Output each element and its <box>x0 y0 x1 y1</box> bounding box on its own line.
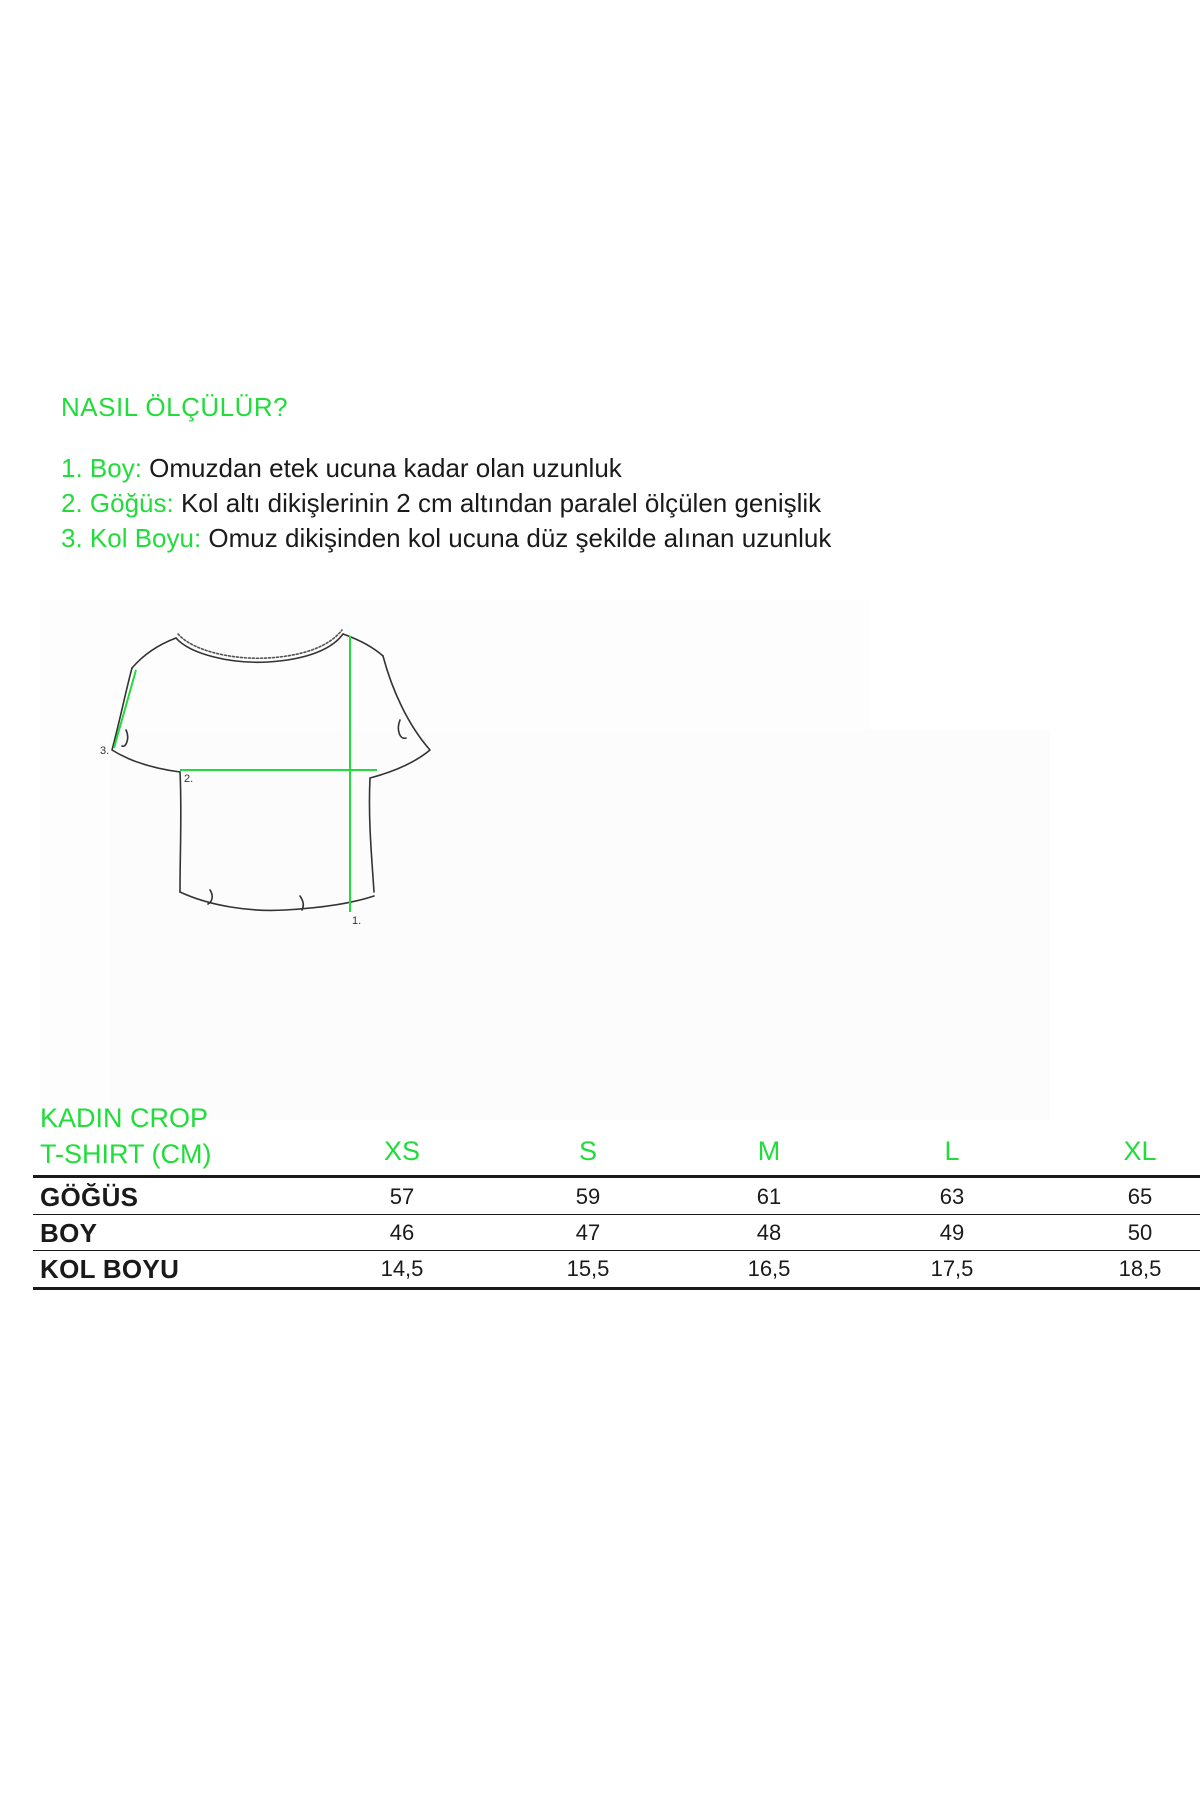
marker-chest: 2. <box>184 773 194 785</box>
step-label: 1. Boy: <box>61 453 142 483</box>
table-cell: 59 <box>575 1184 601 1209</box>
row-label-gogus: GÖĞÜS <box>40 1182 139 1212</box>
table-cell: 49 <box>939 1220 965 1245</box>
table-title-line: KADIN CROP <box>40 1103 209 1133</box>
table-cell: 14,5 <box>380 1256 424 1281</box>
table-cell: 47 <box>575 1220 601 1245</box>
size-header-l: L <box>944 1136 960 1166</box>
table-cell: 48 <box>756 1220 782 1245</box>
row-label-boy: BOY <box>40 1218 98 1248</box>
table-cell: 46 <box>389 1220 415 1245</box>
marker-length: 1. <box>352 915 362 927</box>
table-cell: 15,5 <box>566 1256 610 1281</box>
sleeve-line <box>114 670 136 748</box>
table-cell: 65 <box>1127 1184 1153 1209</box>
step-chest <box>61 486 831 521</box>
step-text: Omuz dikişinden kol ucuna düz şekilde alınan uzunluk <box>201 523 832 553</box>
table-cell: 57 <box>389 1184 415 1209</box>
size-header-xl: XL <box>1123 1136 1157 1166</box>
size-header-s: S <box>578 1136 598 1166</box>
table-title <box>40 1100 212 1172</box>
step-text: Kol altı dikişlerinin 2 cm altından paralel ölçülen genişlik <box>173 488 822 518</box>
table-cell: 63 <box>939 1184 965 1209</box>
table-header-rule <box>33 1175 1200 1178</box>
tshirt-diagram <box>100 620 460 940</box>
table-cell: 61 <box>756 1184 782 1209</box>
table-cell: 16,5 <box>747 1256 791 1281</box>
row-divider <box>33 1250 1200 1251</box>
table-title-line: T-SHIRT (CM) <box>40 1139 212 1169</box>
measurement-steps <box>61 451 831 556</box>
size-header-m: M <box>757 1136 781 1166</box>
row-divider <box>33 1214 1200 1215</box>
size-header-xs: XS <box>383 1136 421 1166</box>
step-text: Omuzdan etek ucuna kadar olan uzunluk <box>141 453 622 483</box>
table-cell: 17,5 <box>930 1256 974 1281</box>
measurement-lines <box>114 636 377 912</box>
step-label: 3. Kol Boyu: <box>61 523 202 553</box>
marker-sleeve: 3. <box>100 745 110 757</box>
step-label: 2. Göğüs: <box>61 488 174 518</box>
table-cell: 18,5 <box>1118 1256 1162 1281</box>
table-cell: 50 <box>1127 1220 1153 1245</box>
howto-title: NASIL ÖLÇÜLÜR? <box>61 392 289 422</box>
step-length <box>61 451 831 486</box>
step-sleeve <box>61 521 831 556</box>
row-label-kol-boyu: KOL BOYU <box>40 1254 180 1284</box>
table-bottom-rule <box>33 1287 1200 1290</box>
